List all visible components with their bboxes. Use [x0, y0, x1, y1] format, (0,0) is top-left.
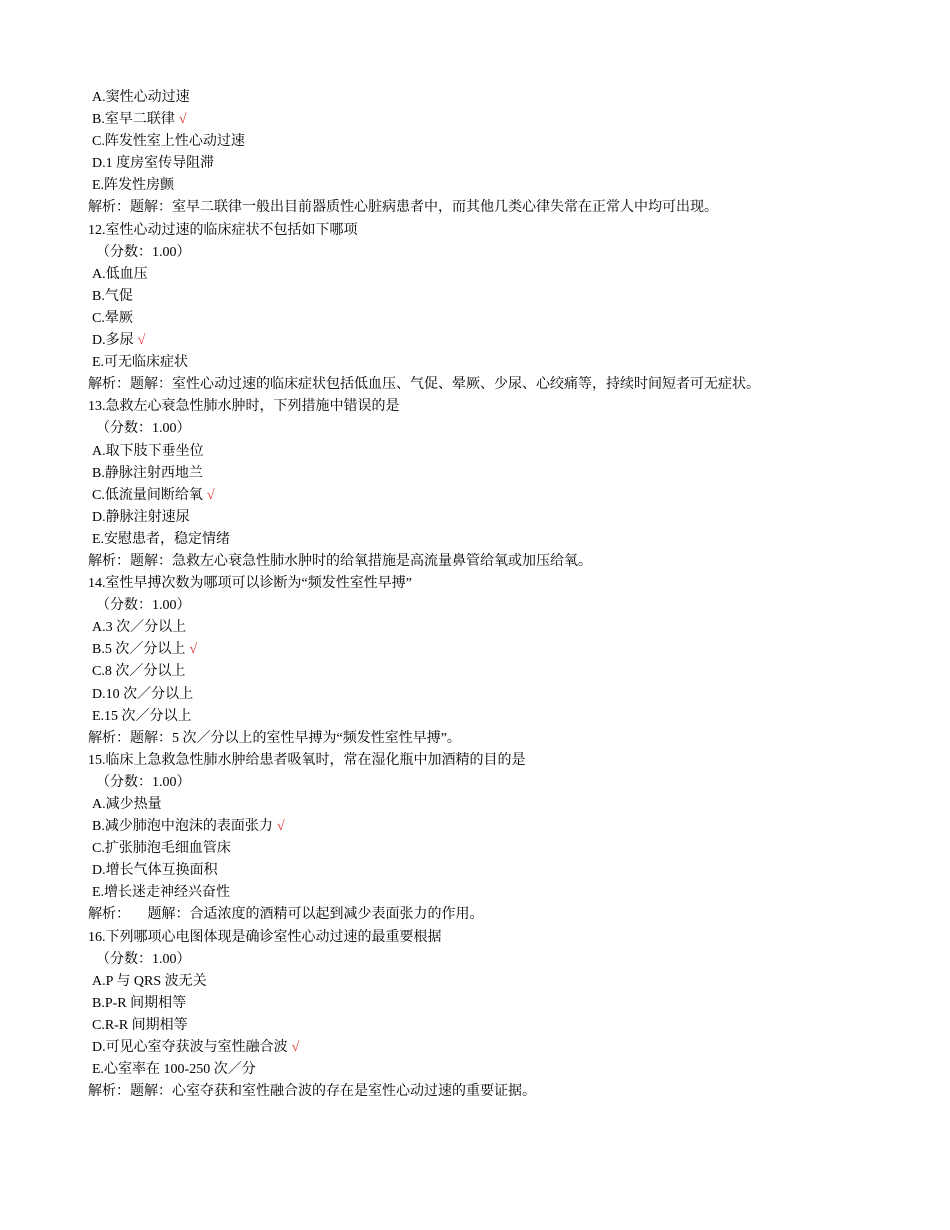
analysis-text: 解析： 题解：合适浓度的酒精可以起到减少表面张力的作用。: [88, 907, 484, 923]
option-text: C.8 次／分以上: [92, 664, 186, 680]
answer-option: [88, 264, 888, 286]
score-label: （分数：1.00）: [96, 421, 191, 437]
question-block: [88, 220, 888, 397]
answer-option: [88, 816, 888, 838]
exam-document: [88, 87, 888, 1103]
correct-check-mark: √: [137, 333, 146, 349]
answer-option: [88, 882, 888, 904]
correct-check-mark: √: [178, 112, 187, 128]
question-text: 13.急救左心衰急性肺水肿时，下列措施中错误的是: [88, 399, 400, 415]
option-text: E.可无临床症状: [92, 355, 189, 371]
option-text: B.静脉注射西地兰: [92, 465, 203, 481]
question-block: [88, 927, 888, 1104]
analysis-text: 解析：题解：室早二联律一般出目前器质性心脏病患者中，而其他几类心律失常在正常人中均可出现。: [88, 200, 718, 216]
question-text: 16.下列哪项心电图体现是确诊室性心动过速的最重要根据: [88, 929, 442, 945]
answer-option: [88, 684, 888, 706]
option-text: E.15 次／分以上: [92, 708, 192, 724]
answer-option: [88, 485, 888, 507]
option-text: D.可见心室夺获波与室性融合波: [92, 1040, 288, 1056]
option-text: E.安慰患者，稳定情绪: [92, 531, 231, 547]
answer-option: [88, 330, 888, 352]
option-text: D.静脉注射速尿: [92, 509, 190, 525]
answer-option: [88, 794, 888, 816]
option-text: B.减少肺泡中泡沫的表面张力: [92, 819, 273, 835]
answer-option: [88, 352, 888, 374]
score-label: （分数：1.00）: [96, 951, 191, 967]
option-text: D.增长气体互换面积: [92, 863, 218, 879]
answer-option: [88, 441, 888, 463]
analysis-text: 解析：题解：5 次／分以上的室性早搏为“频发性室性早搏”。: [88, 730, 461, 746]
answer-option: [88, 661, 888, 683]
option-text: A.低血压: [92, 266, 148, 282]
analysis-text: 解析：题解：室性心动过速的临床症状包括低血压、气促、晕厥、少尿、心绞痛等，持续时间短者可无症状。: [88, 377, 760, 393]
answer-option: [88, 706, 888, 728]
answer-option: [88, 617, 888, 639]
option-text: D.多尿: [92, 333, 134, 349]
answer-option: [88, 87, 888, 109]
answer-option: [88, 971, 888, 993]
option-text: A.取下肢下垂坐位: [92, 443, 204, 459]
answer-option: [88, 463, 888, 485]
option-text: B.气促: [92, 288, 133, 304]
score-label: （分数：1.00）: [96, 774, 191, 790]
answer-option: [88, 860, 888, 882]
question-block: [88, 87, 888, 220]
option-text: A.窦性心动过速: [92, 90, 190, 105]
question-text: 12.室性心动过速的临床症状不包括如下哪项: [88, 222, 358, 238]
answer-option: [88, 308, 888, 330]
option-text: C.晕厥: [92, 310, 133, 326]
answer-option: [88, 529, 888, 551]
option-text: E.心室率在 100-250 次／分: [92, 1062, 256, 1078]
score-label: （分数：1.00）: [96, 244, 191, 260]
answer-option: [88, 286, 888, 308]
answer-option: [88, 153, 888, 175]
correct-check-mark: √: [189, 642, 198, 658]
option-text: C.低流量间断给氧: [92, 487, 203, 503]
option-text: A.减少热量: [92, 797, 162, 812]
option-text: B.室早二联律: [92, 112, 175, 128]
correct-check-mark: √: [276, 819, 285, 835]
correct-check-mark: √: [206, 487, 215, 503]
question-block: [88, 396, 888, 573]
option-text: D.10 次／分以上: [92, 686, 194, 702]
analysis-text: 解析：题解：心室夺获和室性融合波的存在是室性心动过速的重要证据。: [88, 1084, 536, 1100]
answer-option: [88, 1015, 888, 1037]
answer-option: [88, 507, 888, 529]
option-text: E.增长迷走神经兴奋性: [92, 885, 231, 901]
correct-check-mark: √: [291, 1040, 300, 1056]
answer-option: [88, 175, 888, 197]
answer-option: [88, 131, 888, 153]
score-label: （分数：1.00）: [96, 598, 191, 614]
option-text: A.P 与 QRS 波无关: [92, 973, 207, 989]
option-text: B.P-R 间期相等: [92, 995, 187, 1011]
question-block: [88, 750, 888, 927]
answer-option: [88, 1059, 888, 1081]
answer-option: [88, 639, 888, 661]
option-text: C.扩张肺泡毛细血管床: [92, 841, 231, 857]
answer-option: [88, 838, 888, 860]
option-text: D.1 度房室传导阻滞: [92, 156, 215, 172]
answer-option: [88, 1037, 888, 1059]
option-text: C.R-R 间期相等: [92, 1017, 188, 1033]
analysis-text: 解析：题解：急救左心衰急性肺水肿时的给氧措施是高流量鼻管给氧或加压给氧。: [88, 553, 592, 569]
question-text: 15.临床上急救急性肺水肿给患者吸氧时，常在湿化瓶中加酒精的目的是: [88, 752, 526, 768]
option-text: B.5 次／分以上: [92, 642, 186, 658]
option-text: C.阵发性室上性心动过速: [92, 134, 245, 150]
answer-option: [88, 993, 888, 1015]
answer-option: [88, 109, 888, 131]
question-text: 14.室性早搏次数为哪项可以诊断为“频发性室性早搏”: [88, 576, 412, 592]
option-text: E.阵发性房颤: [92, 178, 175, 194]
option-text: A.3 次／分以上: [92, 620, 187, 636]
question-block: [88, 573, 888, 750]
